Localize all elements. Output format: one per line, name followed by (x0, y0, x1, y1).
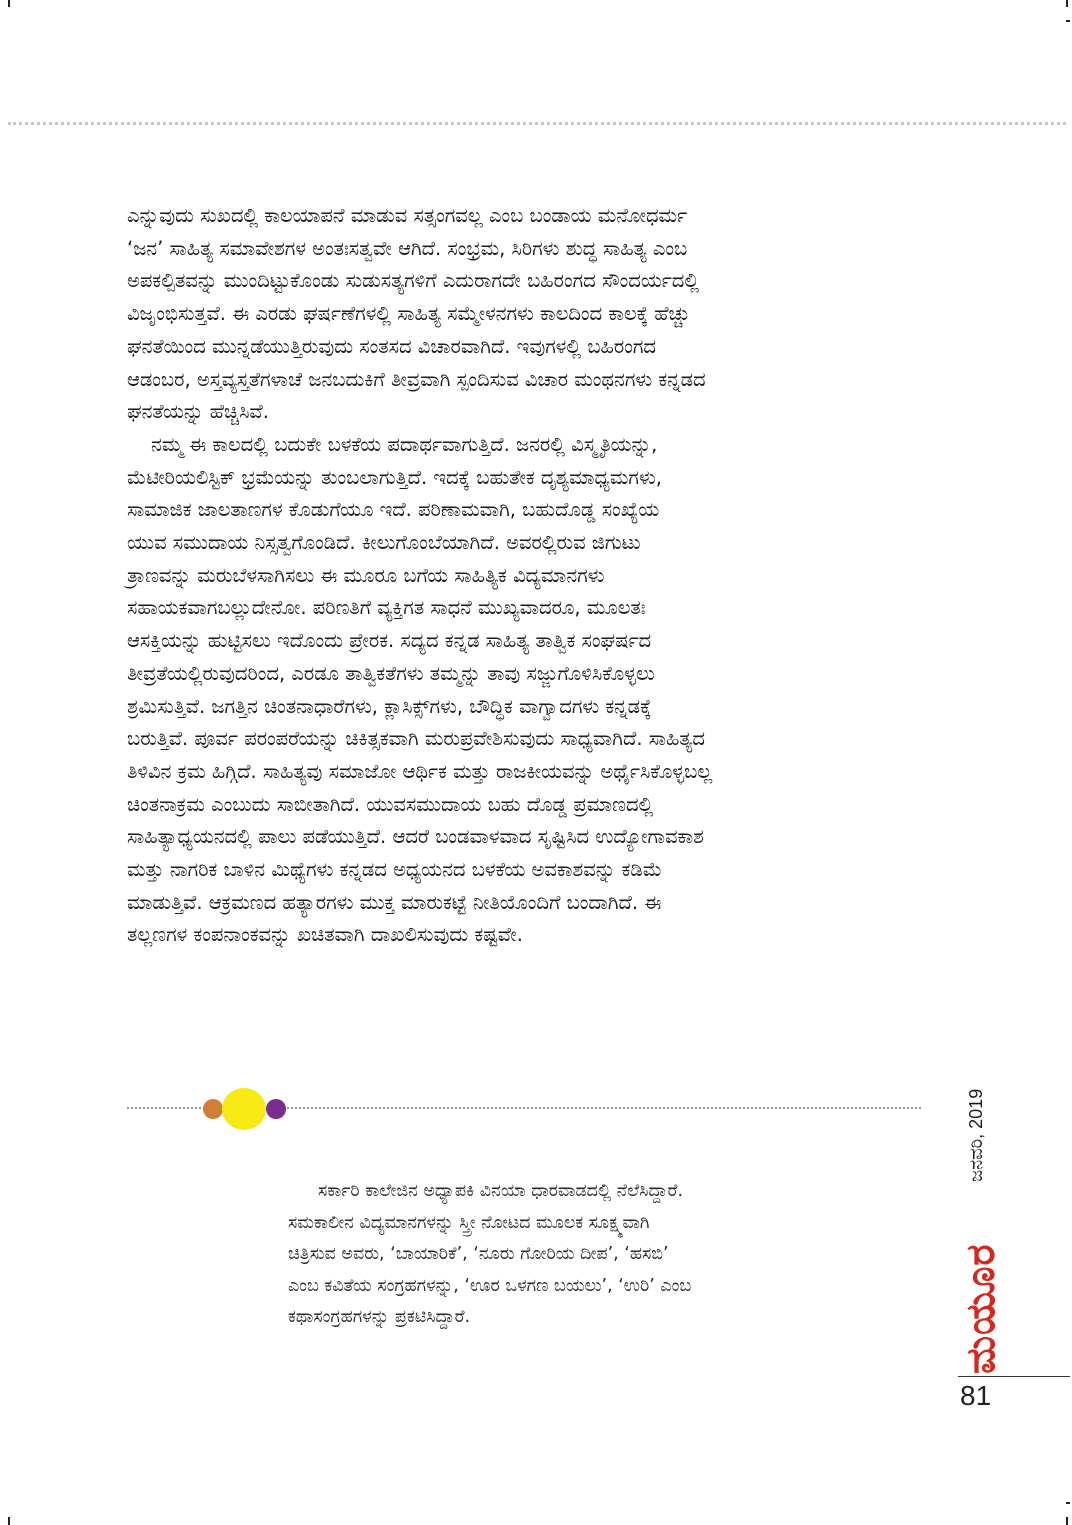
magazine-logo: ಮಯೂರ (958, 1243, 1004, 1374)
decorative-purple-dot (266, 1099, 286, 1119)
page-number: 81 (960, 1380, 992, 1411)
article-paragraph-1: ಎನ್ನುವುದು ಸುಖದಲ್ಲಿ ಕಾಲಯಾಪನೆ ಮಾಡುವ ಸತ್ಸಂಗವಲ್ಲ ಎಂಬ ಬಂಡಾಯ ಮನೋಧರ್ಮ ‘ಜನ’ ಸಾಹಿತ್ಯ ಸಮಾವೇಶಗಳ ಅಂತಃಸತ್ವವೇ ಆಗಿದೆ. ಸಂಭ್ರಮ, ಸಿರಿಗಳು ಶುದ್ಧ ಸಾಹಿತ್ಯ ಎಂಬ ಅಪಕಲ್ಪಿತವನ್ನು ಮುಂದಿಟ್ಟುಕೊಂಡು ಸುಡುಸತ್ಯಗಳಿಗೆ ಎದುರಾಗದೇ ಬಹಿರಂಗದ ಸೌಂದರ್ಯದಲ್ಲಿ ವಿಜೃಂಭಿಸುತ್ತವೆ. ಈ ಎರಡು ಘರ್ಷಣೆಗಳಲ್ಲಿ ಸಾಹಿತ್ಯ ಸಮ್ಮೇಳನಗಳು ಕಾಲದಿಂದ ಕಾಲಕ್ಕೆ ಹೆಚ್ಚು ಘನತೆಯಿಂದ ಮುನ್ನಡೆಯುತ್ತಿರುವುದು ಸಂತಸದ ವಿಚಾರವಾಗಿದೆ. ಇವುಗಳಲ್ಲಿ ಬಹಿರಂಗದ ಆಡಂಬರ, ಅಸ್ತವ್ಯಸ್ತತೆಗಳಾಚೆ ಜನಬದುಕಿಗೆ ತೀವ್ರವಾಗಿ ಸ್ಪಂದಿಸುವ ವಿಚಾರ ಮಂಥನಗಳು ಕನ್ನಡದ ಘನತೆಯನ್ನು ಹೆಚ್ಚಿಸಿವೆ. (127, 204, 706, 424)
issue-date: ಜನವರಿ, 2019 (966, 1088, 986, 1182)
top-dotted-rule (8, 122, 1066, 125)
crop-mark-top-right (1066, 0, 1068, 7)
decorative-yellow-dot (222, 1088, 266, 1130)
crop-mark-right-upper (1066, 20, 1070, 22)
page-number-rule (958, 1376, 1070, 1377)
article-paragraph-2: ನಮ್ಮ ಈ ಕಾಲದಲ್ಲಿ ಬದುಕೇ ಬಳಕೆಯ ಪದಾರ್ಥವಾಗುತ್ತಿದೆ. ಜನರಲ್ಲಿ ವಿಸ್ಮೃತಿಯನ್ನು, ಮೆಟೀರಿಯಲಿಸ್ಟಿಕ್ ಭ್ರಮೆಯನ್ನು ತುಂಬಲಾಗುತ್ತಿದೆ. ಇದಕ್ಕೆ ಬಹುತೇಕ ದೃಶ್ಯಮಾಧ್ಯಮಗಳು, ಸಾಮಾಜಿಕ ಜಾಲತಾಣಗಳ ಕೊಡುಗೆಯೂ ಇದೆ. ಪರಿಣಾಮವಾಗಿ, ಬಹುದೊಡ್ಡ ಸಂಖ್ಯೆಯ ಯುವ ಸಮುದಾಯ ನಿಸ್ಸತ್ವಗೊಂಡಿದೆ. ಕೀಲುಗೊಂಬೆಯಾಗಿದೆ. ಅವರಲ್ಲಿರುವ ಜಿಗುಟು ತ್ರಾಣವನ್ನು ಮರುಬೆಳಸಾಗಿಸಲು ಈ ಮೂರೂ ಬಗೆಯ ಸಾಹಿತ್ಯಿಕ ವಿದ್ಯಮಾನಗಳು ಸಹಾಯಕವಾಗಬಲ್ಲುದೇನೋ. ಪರಿಣತಿಗೆ ವ್ಯಕ್ತಿಗತ ಸಾಧನೆ ಮುಖ್ಯವಾದರೂ, ಮೂಲತಃ ಆಸಕ್ತಿಯನ್ನು ಹುಟ್ಟಿಸಲು ಇದೊಂದು ಪ್ರೇರಕ. ಸದ್ಯದ ಕನ್ನಡ ಸಾಹಿತ್ಯ ತಾತ್ವಿಕ ಸಂಘರ್ಷದ ತೀವ್ರತೆಯಲ್ಲಿರುವುದರಿಂದ, ಎರಡೂ ತಾತ್ವಿಕತೆಗಳು ತಮ್ಮನ್ನು ತಾವು ಸಜ್ಜುಗೊಳಿಸಿಕೊಳ್ಳಲು ಶ್ರಮಿಸುತ್ತಿವೆ. ಜಗತ್ತಿನ ಚಿಂತನಾಧಾರೆಗಳು, ಕ್ಲಾಸಿಕ್ಸ್‌ಗಳು, ಬೌದ್ಧಿಕ ವಾಗ್ವಾದಗಳು ಕನ್ನಡಕ್ಕೆ ಬರುತ್ತಿವೆ. ಪೂರ್ವ ಪರಂಪರೆಯನ್ನು ಚಿಕಿತ್ಸಕವಾಗಿ ಮರುಪ್ರವೇಶಿಸುವುದು ಸಾಧ್ಯವಾಗಿದೆ. ಸಾಹಿತ್ಯದ ತಿಳಿವಿನ ಕ್ರಮ ಹಿಗ್ಗಿದೆ. ಸಾಹಿತ್ಯವು ಸಮಾಜೋ ಆರ್ಥಿಕ ಮತ್ತು ರಾಜಕೀಯವನ್ನು ಅರ್ಥೈಸಿಕೊಳ್ಳಬಲ್ಲ ಚಿಂತನಾಕ್ರಮ ಎಂಬುದು ಸಾಬೀತಾಗಿದೆ. ಯುವಸಮುದಾಯ ಬಹು ದೊಡ್ಡ ಪ್ರಮಾಣದಲ್ಲಿ ಸಾಹಿತ್ಯಾಧ್ಯಯನದಲ್ಲಿ ಪಾಲು ಪಡೆಯುತ್ತಿದೆ. ಆದರೆ ಬಂಡವಾಳವಾದ ಸೃಷ್ಟಿಸಿದ ಉದ್ಯೋಗಾವಕಾಶ ಮತ್ತು ನಾಗರಿಕ ಬಾಳಿನ ಮಿಥ್ಯೆಗಳು ಕನ್ನಡದ ಅಧ್ಯಯನದ ಬಳಕೆಯ ಅವಕಾಶವನ್ನು ಕಡಿಮೆ ಮಾಡುತ್ತಿವೆ. ಆಕ್ರಮಣದ ಹತ್ಯಾರಗಳು ಮುಕ್ತ ಮಾರುಕಟ್ಟೆ ನೀತಿಯೊಂದಿಗೆ ಬಂದಾಗಿದೆ. ಈ ತಲ್ಲಣಗಳ ಕಂಪನಾಂಕವನ್ನು ಖಚಿತವಾಗಿ ದಾಖಲಿಸುವುದು ಕಷ್ಟವೇ. (127, 432, 713, 947)
author-bio: ಸರ್ಕಾರಿ ಕಾಲೇಜಿನ ಅಧ್ಯಾಪಕಿ ವಿನಯಾ ಧಾರವಾಡದಲ್ಲಿ ನೆಲೆಸಿದ್ದಾರೆ. ಸಮಕಾಲೀನ ವಿದ್ಯಮಾನಗಳನ್ನು ಸ್ತ್ರೀ ನೋಟದ ಮೂಲಕ ಸೂಕ್ಷ್ಮವಾಗಿ ಚಿತ್ರಿಸುವ ಅವರು, ‘ಬಾಯಾರಿಕೆ’, ‘ನೂರು ಗೋರಿಯ ದೀಪ’, ‘ಹಸಬಿ’ ಎಂಬ ಕವಿತೆಯ ಸಂಗ್ರಹಗಳನ್ನು, ‘ಊರ ಒಳಗಣ ಬಯಲು’, ‘ಉರಿ’ ಎಂಬ ಕಥಾಸಂಗ್ರಹಗಳನ್ನು ಪ್ರಕಟಿಸಿದ್ದಾರೆ. (288, 1181, 692, 1327)
crop-mark-right-lower (1066, 1502, 1070, 1504)
article-body (127, 200, 927, 952)
crop-mark-top-left (8, 0, 10, 7)
decorative-orange-dot (203, 1099, 223, 1119)
crop-mark-bottom-left (8, 1517, 10, 1525)
crop-mark-bottom-right (1066, 1517, 1068, 1525)
